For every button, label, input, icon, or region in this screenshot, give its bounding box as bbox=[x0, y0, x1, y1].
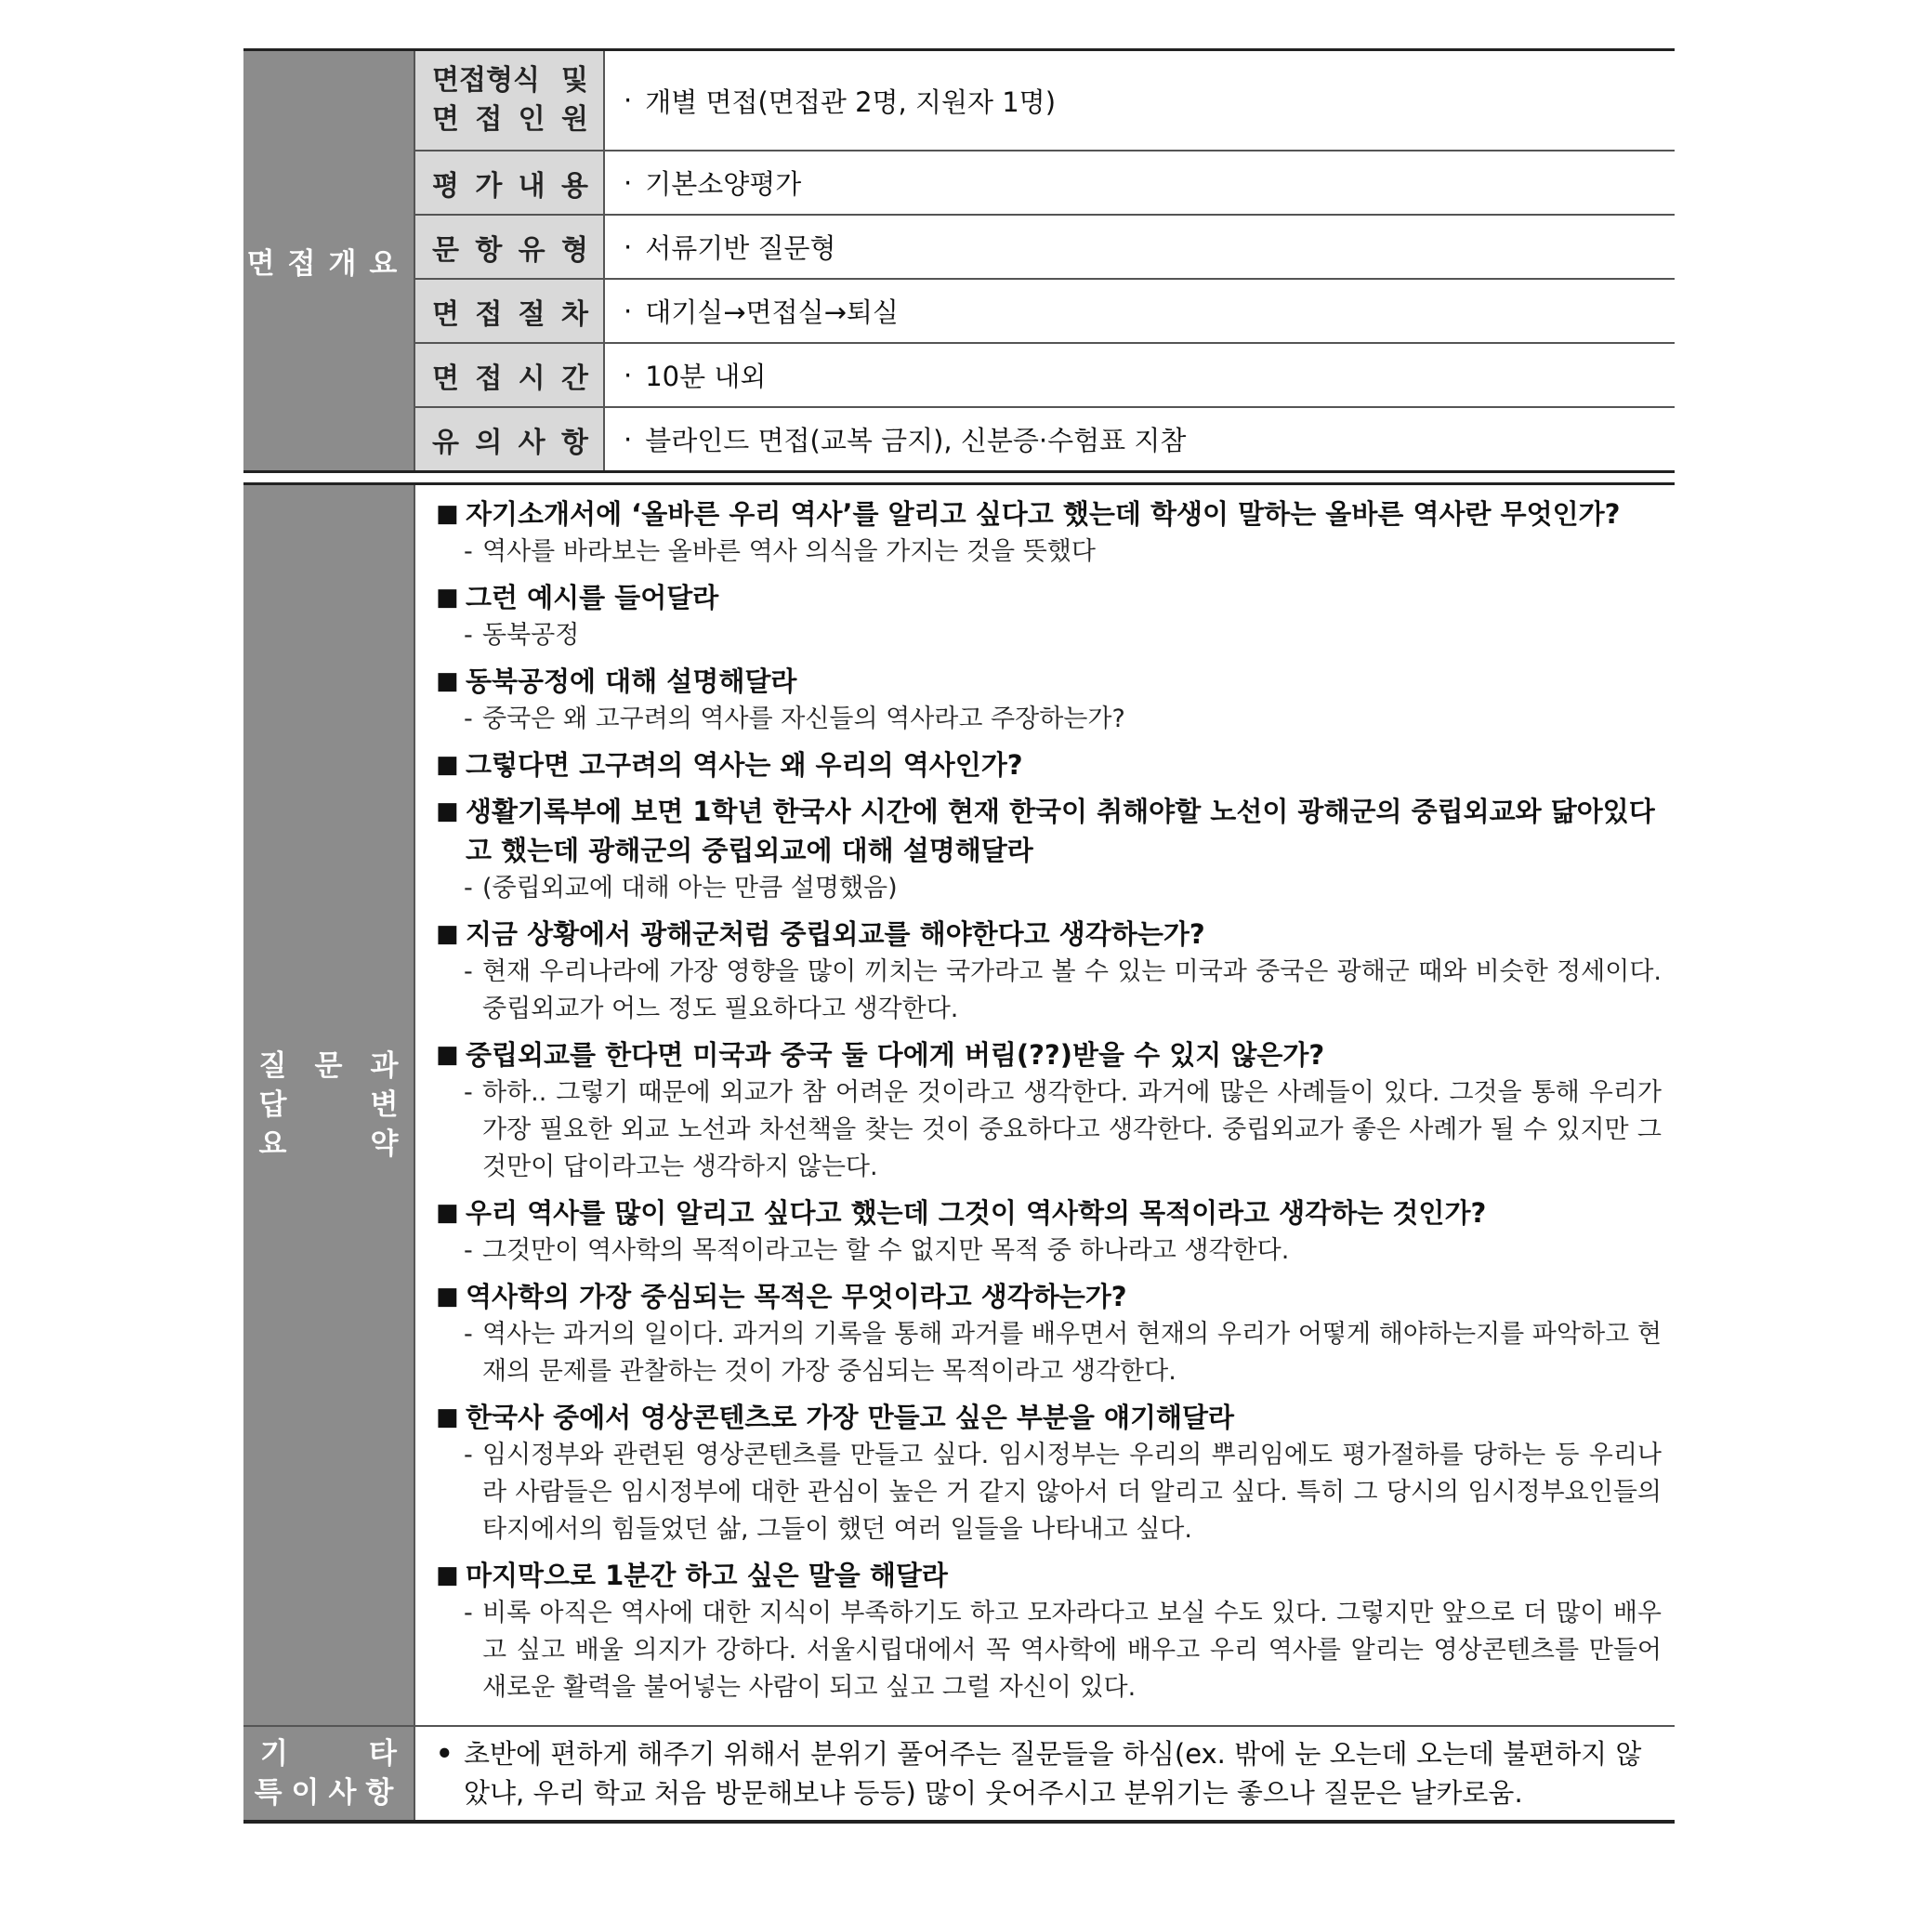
row-label: 문 항 유 형 bbox=[414, 216, 605, 278]
square-bullet-icon: ■ bbox=[436, 1041, 459, 1069]
overview-side-label: 면접개요 bbox=[243, 51, 414, 470]
question: ■ 자기소개서에 ‘올바른 우리 역사’를 알리고 싶다고 했는데 학생이 말하는 올바른 역사란 무엇인가? bbox=[436, 494, 1662, 533]
answer: - 현재 우리나라에 가장 영향을 많이 끼치는 국가라고 볼 수 있는 미국과 중국은 광해군 때와 비슷한 정세이다. 중립외교가 어느 정도 필요하다고 생각한다. bbox=[464, 957, 1662, 1023]
answer: - 역사를 바라보는 올바른 역사 의식을 가지는 것을 뜻했다 bbox=[464, 537, 1096, 566]
row-value: · 10분 내외 bbox=[624, 359, 767, 392]
square-bullet-icon: ■ bbox=[436, 797, 459, 825]
overview-row bbox=[414, 408, 1675, 470]
row-label: 평 가 내 용 bbox=[414, 151, 605, 214]
qa-item bbox=[436, 578, 1662, 654]
answer: - 그것만이 역사학의 목적이라고는 할 수 없지만 목적 중 하나라고 생각한다. bbox=[464, 1236, 1290, 1265]
overview-section bbox=[243, 48, 1675, 470]
qa-list bbox=[414, 485, 1675, 1725]
row-value: · 기본소양평가 bbox=[624, 166, 802, 200]
qa-item bbox=[436, 1193, 1662, 1270]
notes-content: • 초반에 편하게 해주기 위해서 분위기 풀어주는 질문들을 하심(ex. 밖에 눈 오는데 오는데 불편하지 않았냐, 우리 학교 처음 방문해보냐 등등) 많이 웃어주시고 분위기는 좋으나 질문은 날카로움. bbox=[414, 1727, 1675, 1820]
overview-row bbox=[414, 151, 1675, 216]
row-value: · 서류기반 질문형 bbox=[624, 231, 836, 264]
row-value: · 개별 면접(면접관 2명, 지원자 1명) bbox=[624, 85, 1057, 118]
square-bullet-icon: ■ bbox=[436, 1403, 459, 1431]
square-bullet-icon: ■ bbox=[436, 1199, 459, 1227]
qa-item bbox=[436, 915, 1662, 1028]
notes-side-label: 기 타 특이사항 bbox=[243, 1727, 414, 1820]
qa-item bbox=[436, 1277, 1662, 1390]
qa-item bbox=[436, 494, 1662, 571]
answer: - 중국은 왜 고구려의 역사를 자신들의 역사라고 주장하는가? bbox=[464, 705, 1125, 733]
square-bullet-icon: ■ bbox=[436, 751, 459, 779]
question: ■ 동북공정에 대해 설명해달라 bbox=[436, 662, 1662, 701]
question: ■ 마지막으로 1분간 하고 싶은 말을 해달라 bbox=[436, 1556, 1662, 1595]
question: ■ 지금 상황에서 광해군처럼 중립외교를 해야한다고 생각하는가? bbox=[436, 915, 1662, 954]
answer: - 동북공정 bbox=[464, 621, 580, 650]
qa-item bbox=[436, 662, 1662, 738]
qa-section bbox=[243, 485, 1675, 1727]
overview-row bbox=[414, 280, 1675, 344]
qa-item bbox=[436, 1035, 1662, 1186]
qa-item bbox=[436, 745, 1662, 784]
row-label-line: 면 접 인 원 bbox=[432, 103, 588, 136]
question: ■ 우리 역사를 많이 알리고 싶다고 했는데 그것이 역사학의 목적이라고 생각하는 것인가? bbox=[436, 1193, 1662, 1232]
answer: - 역사는 과거의 일이다. 과거의 기록을 통해 과거를 배우면서 현재의 우리가 어떻게 해야하는지를 파악하고 현재의 문제를 관찰하는 것이 가장 중심되는 목적이라고 생각한다. bbox=[464, 1320, 1662, 1386]
overview-row bbox=[414, 216, 1675, 280]
row-label bbox=[414, 51, 605, 150]
interview-report bbox=[243, 48, 1675, 1824]
question: ■ 그런 예시를 들어달라 bbox=[436, 578, 1662, 617]
row-label-line: 면접형식 및 bbox=[432, 64, 588, 97]
overview-row bbox=[414, 344, 1675, 408]
notes-section bbox=[243, 1727, 1675, 1824]
square-bullet-icon: ■ bbox=[436, 584, 459, 612]
answer: - 비록 아직은 역사에 대한 지식이 부족하기도 하고 모자라다고 보실 수도 있다. 그렇지만 앞으로 더 많이 배우고 싶고 배울 의지가 강하다. 서울시립대에서 꼭 역사학에 배우고 우리 역사를 알리는 영상콘텐츠를 만들어 새로운 활력을 불어넣는 사람이 되고 싶고 그럴 자신이 있다. bbox=[464, 1599, 1662, 1702]
section-divider bbox=[243, 470, 1675, 485]
square-bullet-icon: ■ bbox=[436, 920, 459, 948]
question: ■ 한국사 중에서 영상콘텐츠로 가장 만들고 싶은 부분을 얘기해달라 bbox=[436, 1398, 1662, 1437]
square-bullet-icon: ■ bbox=[436, 500, 459, 528]
question: ■ 역사학의 가장 중심되는 목적은 무엇이라고 생각하는가? bbox=[436, 1277, 1662, 1316]
answer: - 하하.. 그렇기 때문에 외교가 참 어려운 것이라고 생각한다. 과거에 많은 사례들이 있다. 그것을 통해 우리가 가장 필요한 외교 노선과 차선책을 찾는 것이 중요하다고 생각한다. 중립외교가 좋은 사례가 될 수 있지만 그것만이 답이라고는 생각하지 않는다. bbox=[464, 1078, 1662, 1181]
row-label: 면 접 시 간 bbox=[414, 344, 605, 406]
row-label: 유 의 사 항 bbox=[414, 408, 605, 470]
qa-side-grid: 질 문 과 답 변 요 약 bbox=[258, 1049, 399, 1161]
square-bullet-icon: ■ bbox=[436, 667, 459, 695]
row-value: · 대기실→면접실→퇴실 bbox=[624, 295, 899, 328]
overview-rows bbox=[414, 51, 1675, 470]
square-bullet-icon: ■ bbox=[436, 1561, 459, 1589]
notes-text: 초반에 편하게 해주기 위해서 분위기 풀어주는 질문들을 하심(ex. 밖에 눈 오는데 오는데 불편하지 않았냐, 우리 학교 처음 방문해보냐 등등) 많이 웃어주시고 분위기는 좋으나 질문은 날카로움. bbox=[464, 1738, 1642, 1809]
answer: - 임시정부와 관련된 영상콘텐츠를 만들고 싶다. 임시정부는 우리의 뿌리임에도 평가절하를 당하는 등 우리나라 사람들은 임시정부에 대한 관심이 높은 거 같지 않아서 더 알리고 싶다. 특히 그 당시의 임시정부요인들의 타지에서의 힘들었던 삶, 그들이 했던 여러 일들을 나타내고 싶다. bbox=[464, 1441, 1662, 1544]
qa-item bbox=[436, 792, 1662, 907]
qa-item bbox=[436, 1556, 1662, 1706]
answer: - (중립외교에 대해 아는 만큼 설명했음) bbox=[464, 874, 898, 902]
overview-row bbox=[414, 51, 1675, 151]
question: ■ 생활기록부에 보면 1학년 한국사 시간에 현재 한국이 취해야할 노선이 광해군의 중립외교와 닮아있다고 했는데 광해군의 중립외교에 대해 설명해달라 bbox=[436, 792, 1662, 870]
qa-item bbox=[436, 1398, 1662, 1548]
question: ■ 그렇다면 고구려의 역사는 왜 우리의 역사인가? bbox=[436, 745, 1662, 784]
square-bullet-icon: ■ bbox=[436, 1283, 459, 1311]
row-label: 면 접 절 차 bbox=[414, 280, 605, 342]
qa-side-label bbox=[243, 485, 414, 1725]
row-value: · 블라인드 면접(교복 금지), 신분증·수험표 지참 bbox=[624, 423, 1187, 456]
question: ■ 중립외교를 한다면 미국과 중국 둘 다에게 버림(??)받을 수 있지 않은가? bbox=[436, 1035, 1662, 1074]
